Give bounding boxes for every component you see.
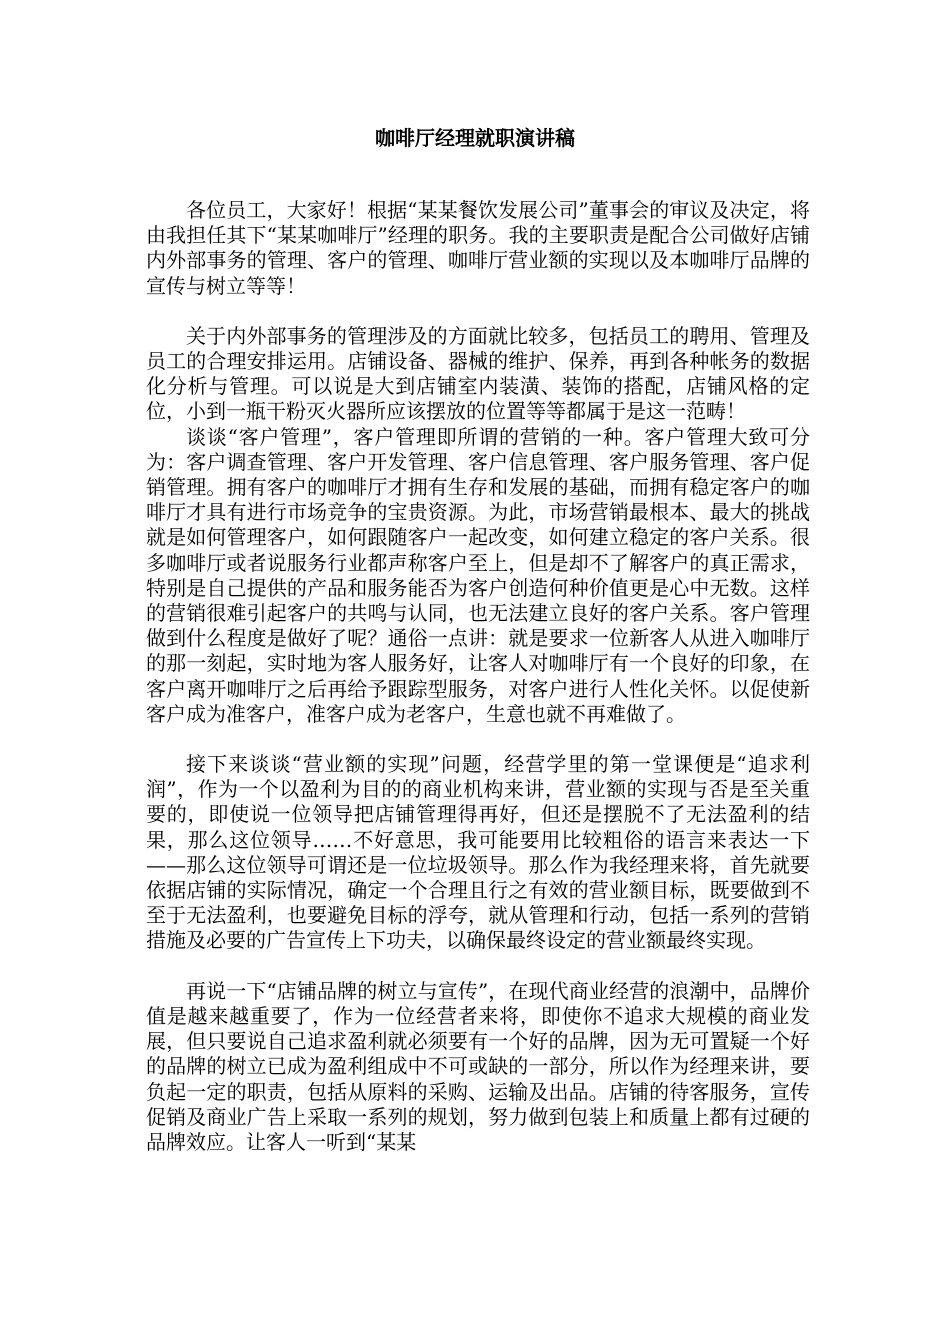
paragraph-brand: 再说一下“店铺品牌的树立与宣传”，在现代商业经营的浪潮中，品牌价值是越来越重要了，作为一位经营者来将，即使你不追求大规模的商业发展，但只要说自己追求盈利就必须要有一个好的品牌，因为无可置疑一个好的品牌的树立已成为盈利组成中不可或缺的一部分，所以作为经理来讲，要负起一定的职责，包括从原料的采购、运输及出品。店铺的待客服务，宣传促销及商业广告上采取一系列的规划，努力做到包装上和质量上都有过硬的品牌效应。让客人一听到“某某 (146, 978, 810, 1154)
paragraph-internal-affairs: 关于内外部事务的管理涉及的方面就比较多，包括员工的聘用、管理及员工的合理安排运用。店铺设备、器械的维护、保养，再到各种帐务的数据化分析与管理。可以说是大到店铺室内装潢、装饰的搭配，店铺风格的定位，小到一瓶干粉灭火器所应该摆放的位置等等都属于是这一范畴！ (146, 323, 810, 424)
document-body (146, 198, 810, 1155)
paragraph-customer-management: 谈谈“客户管理”，客户管理即所谓的营销的一种。客户管理大致可分为：客户调查管理、客户开发管理、客户信息管理、客户服务管理、客户促销管理。拥有客户的咖啡厅才拥有生存和发展的基础，而拥有稳定客户的咖啡厅才具有进行市场竞争的宝贵资源。为此，市场营销最根本、最大的挑战就是如何管理客户，如何跟随客户一起改变，如何建立稳定的客户关系。很多咖啡厅或者说服务行业都声称客户至上，但是却不了解客户的真正需求，特别是自己提供的产品和服务能否为客户创造何种价值更是心中无数。这样的营销很难引起客户的共鸣与认同，也无法建立良好的客户关系。客户管理做到什么程度是做好了呢？通俗一点讲：就是要求一位新客人从进入咖啡厅的那一刻起，实时地为客人服务好，让客人对咖啡厅有一个良好的印象，在客户离开咖啡厅之后再给予跟踪型服务，对客户进行人性化关怀。以促使新客户成为准客户，准客户成为老客户，生意也就不再难做了。 (146, 424, 810, 726)
document-title: 咖啡厅经理就职演讲稿 (375, 126, 575, 150)
paragraph-greeting: 各位员工，大家好！根据“某某餐饮发展公司”董事会的审议及决定，将由我担任其下“某某咖啡厅”经理的职务。我的主要职责是配合公司做好店铺内外部事务的管理、客户的管理、咖啡厅营业额的实现以及本咖啡厅品牌的宣传与树立等等！ (146, 198, 810, 298)
paragraph-revenue: 接下来谈谈“营业额的实现”问题，经营学里的第一堂课便是“追求利润”，作为一个以盈利为目的的商业机构来讲，营业额的实现与否是至关重要的，即使说一位领导把店铺管理得再好，但还是摆脱不了无法盈利的结果，那么这位领导……不好意思，我可能要用比较粗俗的语言来表达一下——那么这位领导可谓还是一位垃圾领导。那么作为我经理来将，首先就要依据店铺的实际情况，确定一个合理且行之有效的营业额目标，既要做到不至于无法盈利，也要避免目标的浮夸，就从管理和行动，包括一系列的营销措施及必要的广告宣传上下功夫，以确保最终设定的营业额最终实现。 (146, 752, 810, 953)
